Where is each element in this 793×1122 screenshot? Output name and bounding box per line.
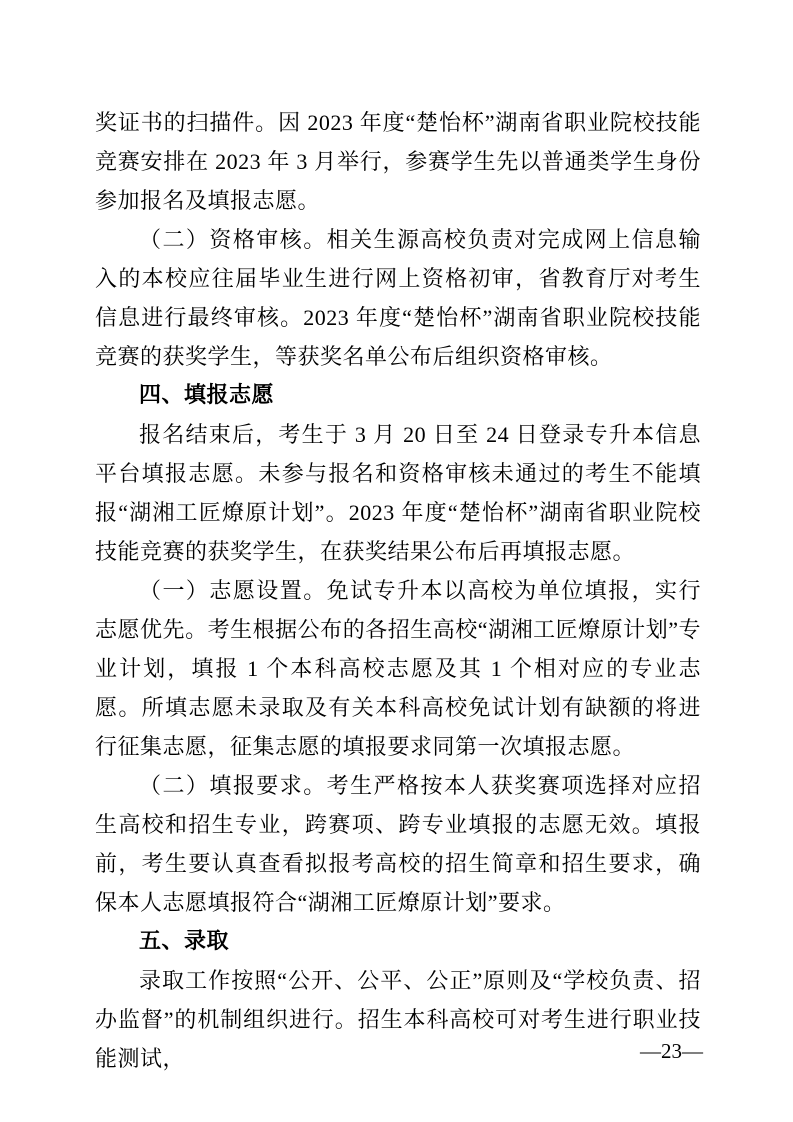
section-heading-5: 五、录取 — [139, 929, 230, 954]
page-number: —23— — [640, 1039, 703, 1063]
paragraph-continuation: 奖证书的扫描件。因 2023 年度“楚怡杯”湖南省职业院校技能竞赛安排在 2023 年 3 月举行，参赛学生先以普通类学生身份参加报名及填报志愿。 — [95, 110, 701, 213]
paragraph-qualification-review: （二）资格审核。相关生源高校负责对完成网上信息输入的本校应往届毕业生进行网上资格初审，省教育厅对考生信息进行最终审核。2023 年度“楚怡杯”湖南省职业院校技能竞赛的获奖学生，等获奖名单公布后组织资格审核。 — [95, 227, 701, 369]
paragraph-admission: 录取工作按照“公开、公平、公正”原则及“学校负责、招办监督”的机制组织进行。招生本科高校可对考生进行职业技能测试， — [95, 968, 701, 1071]
paragraph-filing-requirements: （二）填报要求。考生严格按本人获奖赛项选择对应招生高校和招生专业，跨赛项、跨专业填报的志愿无效。填报前，考生要认真查看拟报考高校的招生简章和招生要求，确保本人志愿填报符合“湖湘工匠燎原计划”要求。 — [95, 773, 701, 915]
document-body — [95, 103, 701, 1078]
section-heading-4: 四、填报志愿 — [139, 383, 275, 408]
paragraph-volunteer-filing: 报名结束后，考生于 3 月 20 日至 24 日登录专升本信息平台填报志愿。未参与报名和资格审核未通过的考生不能填报“湖湘工匠燎原计划”。2023 年度“楚怡杯”湖南省职业院校技能竞赛的获奖学生，在获奖结果公布后再填报志愿。 — [95, 422, 701, 564]
paragraph-volunteer-setup: （一）志愿设置。免试专升本以高校为单位填报，实行志愿优先。考生根据公布的各招生高校“湖湘工匠燎原计划”专业计划，填报 1 个本科高校志愿及其 1 个相对应的专业志愿。所填志愿未录取及有关本科高校免试计划有缺额的将进行征集志愿，征集志愿的填报要求同第一次填报志愿。 — [95, 578, 702, 759]
